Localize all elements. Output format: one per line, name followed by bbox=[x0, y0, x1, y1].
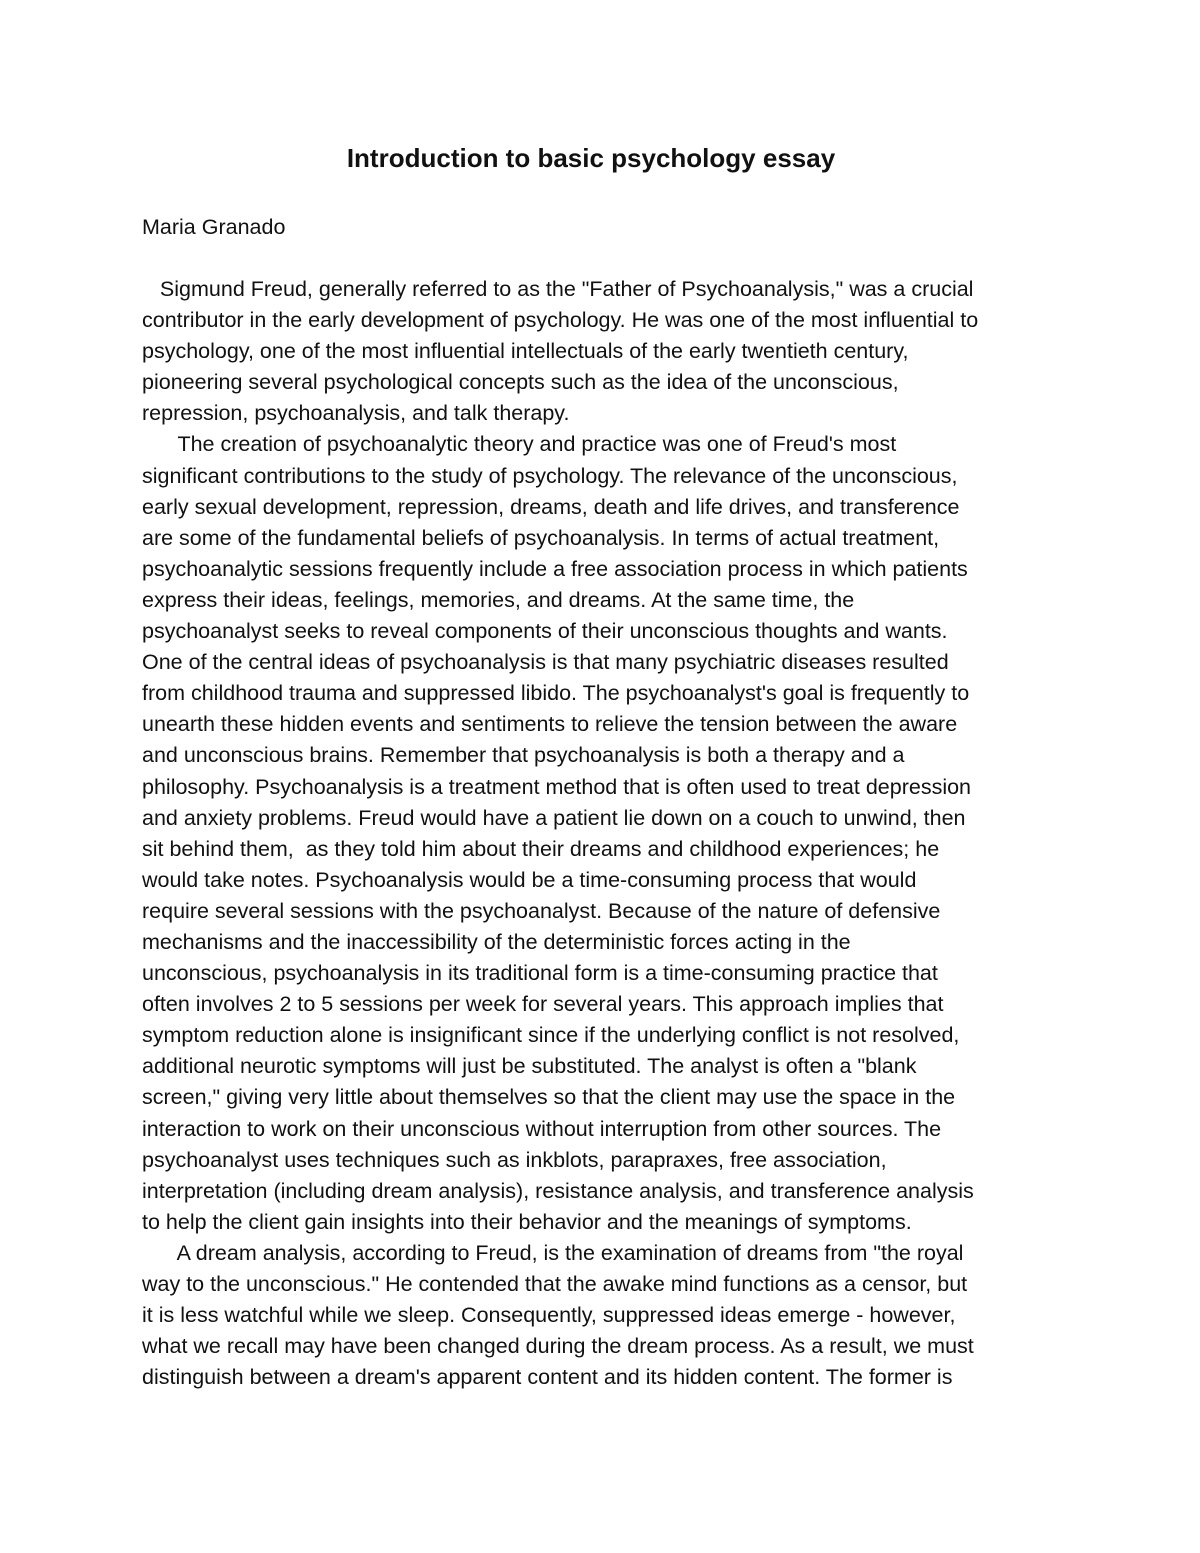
text-line: additional neurotic symptoms will just be substituted. The analyst is often a "blank bbox=[142, 1054, 917, 1079]
text-line: and anxiety problems. Freud would have a patient lie down on a couch to unwind, then bbox=[142, 805, 966, 830]
text-line: mechanisms and the inaccessibility of the deterministic forces acting in the bbox=[142, 929, 851, 954]
text-line: sit behind them, as they told him about their dreams and childhood experiences; he bbox=[142, 836, 940, 861]
text-line: One of the central ideas of psychoanalysis is that many psychiatric diseases resulted bbox=[142, 650, 949, 675]
text-line: philosophy. Psychoanalysis is a treatment method that is often used to treat depression bbox=[142, 774, 972, 799]
text-line: psychoanalyst uses techniques such as inkblots, parapraxes, free association, bbox=[142, 1147, 887, 1172]
text-line: express their ideas, feelings, memories, and dreams. At the same time, the bbox=[142, 587, 855, 612]
text-line: often involves 2 to 5 sessions per week for several years. This approach implies that bbox=[142, 992, 944, 1017]
text-line: are some of the fundamental beliefs of psychoanalysis. In terms of actual treatment, bbox=[142, 525, 940, 550]
author-name: Maria Granado bbox=[142, 215, 286, 239]
text-line: psychoanalytic sessions frequently include a free association process in which patients bbox=[142, 556, 968, 581]
text-line: unearth these hidden events and sentiments to relieve the tension between the aware bbox=[142, 712, 958, 737]
text-line: from childhood trauma and suppressed libido. The psychoanalyst's goal is frequently to bbox=[142, 681, 970, 706]
text-line: and unconscious brains. Remember that psychoanalysis is both a therapy and a bbox=[142, 743, 905, 768]
text-line: to help the client gain insights into their behavior and the meanings of symptoms. bbox=[142, 1209, 912, 1234]
text-line: The creation of psychoanalytic theory and practice was one of Freud's most bbox=[142, 432, 897, 457]
text-line: psychoanalyst seeks to reveal components of their unconscious thoughts and wants. bbox=[142, 619, 948, 644]
text-line: interaction to work on their unconscious without interruption from other sources. The bbox=[142, 1116, 942, 1141]
text-line: Sigmund Freud, generally referred to as the "Father of Psychoanalysis," was a crucial bbox=[142, 277, 974, 301]
text-line: significant contributions to the study of psychology. The relevance of the unconscious, bbox=[142, 463, 958, 488]
document-title: Introduction to basic psychology essay bbox=[346, 143, 836, 173]
text-line: symptom reduction alone is insignificant since if the underlying conflict is not resolved, bbox=[142, 1023, 960, 1048]
essay-body bbox=[142, 274, 1092, 1393]
text-line: contributor in the early development of psychology. He was one of the most influential to bbox=[142, 308, 979, 333]
text-line: unconscious, psychoanalysis in its traditional form is a time-consuming practice that bbox=[142, 961, 938, 986]
text-line: what we recall may have been changed during the dream process. As a result, we must bbox=[142, 1334, 974, 1359]
text-line: pioneering several psychological concepts such as the idea of the unconscious, bbox=[142, 370, 899, 395]
text-line: require several sessions with the psychoanalyst. Because of the nature of defensive bbox=[142, 898, 941, 923]
text-line: would take notes. Psychoanalysis would be a time-consuming process that would bbox=[142, 867, 917, 892]
text-line: screen," giving very little about themselves so that the client may use the space in the bbox=[142, 1085, 956, 1110]
text-line: psychology, one of the most influential intellectuals of the early twentieth century, bbox=[142, 339, 909, 364]
text-line: repression, psychoanalysis, and talk therapy. bbox=[142, 401, 570, 426]
text-line: it is less watchful while we sleep. Consequently, suppressed ideas emerge - however, bbox=[142, 1303, 956, 1328]
text-line: early sexual development, repression, dreams, death and life drives, and transference bbox=[142, 494, 960, 519]
text-line: A dream analysis, according to Freud, is the examination of dreams from "the royal bbox=[142, 1240, 964, 1265]
text-line: way to the unconscious." He contended that the awake mind functions as a censor, but bbox=[142, 1272, 968, 1296]
text-line: distinguish between a dream's apparent content and its hidden content. The former is bbox=[142, 1365, 953, 1390]
text-line: interpretation (including dream analysis), resistance analysis, and transference analysis bbox=[142, 1178, 974, 1203]
